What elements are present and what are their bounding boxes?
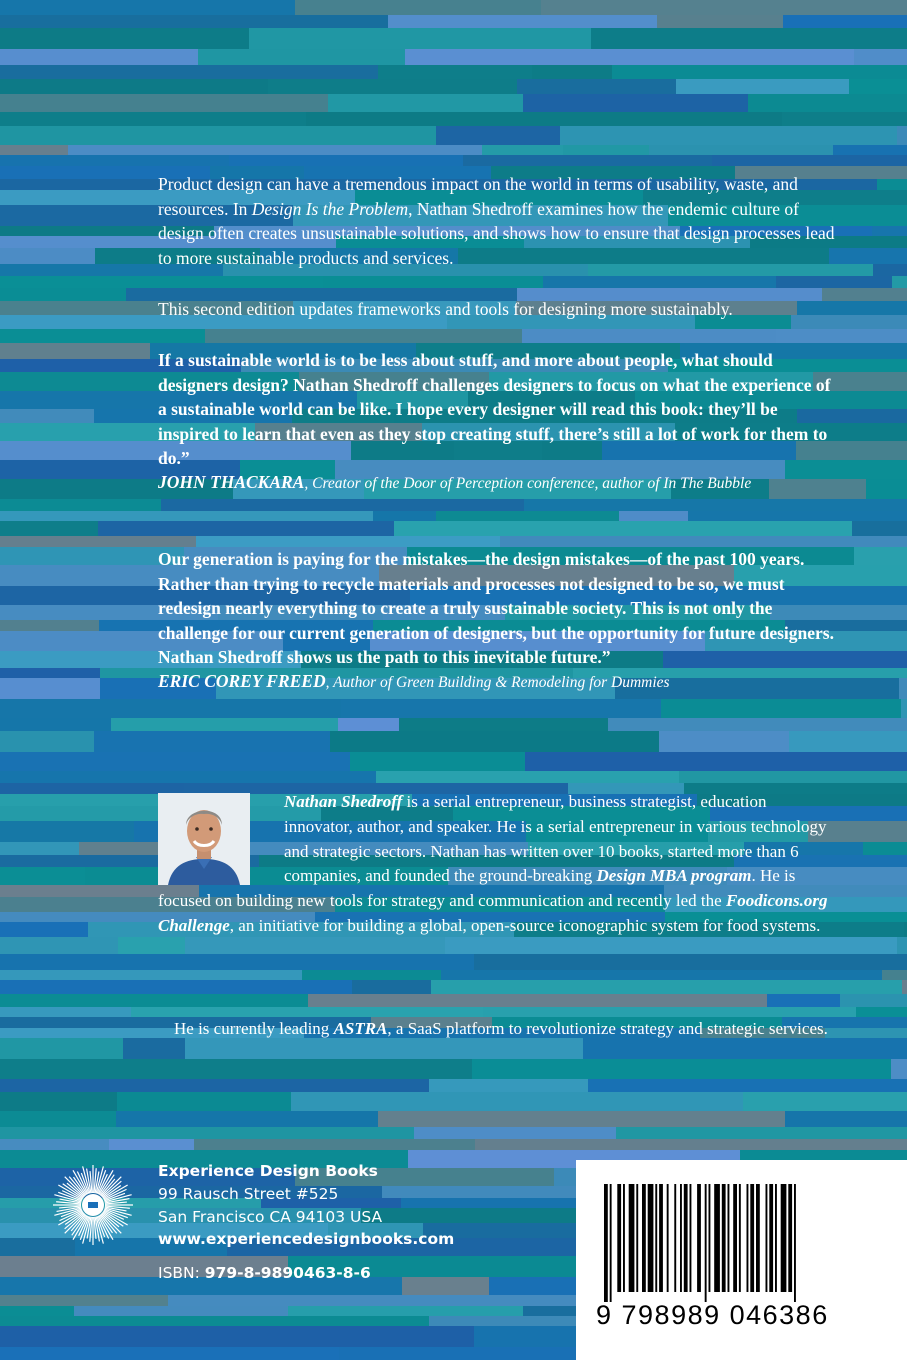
isbn-number: 979-8-9890463-8-6 — [204, 1264, 371, 1282]
publisher-address-line1: 99 Rausch Street #525 — [158, 1184, 339, 1203]
isbn — [158, 1264, 371, 1282]
quote-author: ERIC COREY FREED — [158, 670, 326, 691]
astra-name: ASTRA — [333, 1019, 388, 1038]
author-name: Nathan Shedroff — [284, 792, 403, 811]
endorsement-freed — [158, 547, 838, 694]
barcode-digits: 9 798989 046386 — [596, 1300, 829, 1330]
quote-text: If a sustainable world is to be less about stuff, and more about people, what should designers design? Nathan Shedroff challenges designers to focus on what the experience of a sustainable world can be like. I hope every designer will read this book: they’ll be inspired to learn that even as they stop creating stuff, there’s still a lot of work for them to do.” — [158, 350, 831, 469]
isbn-label: ISBN: — [158, 1264, 205, 1282]
quote-author: JOHN THACKARA — [158, 471, 305, 492]
publisher-address-line2: San Francisco CA 94103 USA — [158, 1207, 383, 1226]
foodicons-challenge: Foodicons.org Challenge — [158, 891, 828, 935]
endorsement-thackara — [158, 348, 838, 495]
edition-note: This second edition updates frameworks and tools for designing more sustainably. — [158, 299, 733, 319]
sunburst-logo-icon — [50, 1162, 136, 1248]
quote-author-role: , Author of Green Building & Remodeling for Dummies — [325, 673, 670, 691]
author-bio-astra: He is currently leading ASTRA, a SaaS platform to revolutionize strategy and strategic services. — [174, 1019, 828, 1038]
publisher-info — [158, 1160, 538, 1251]
publisher-name: Experience Design Books — [158, 1162, 378, 1180]
design-mba-program: Design MBA program — [596, 866, 752, 886]
author-bio: Nathan Shedroff is a serial entrepreneur, business strategist, education innovator, author, and speaker. He is a serial entrepreneur in various technology and strategic sectors. Nathan has written over 10 books, started more than 6 companies, and founded the ground-breaking Design MBA program. He is focused on building new tools for strategy and communication and recently led the Foodicons.org Challenge, an initiative for building a global, open-source iconographic system for food systems. — [158, 792, 828, 935]
quote-author-role: , Creator of the Door of Perception conference, author of In The Bubble — [304, 474, 752, 492]
quote-text: Our generation is paying for the mistakes—the design mistakes—of the past 100 years. Rather than trying to recycle materials and processes not designed to be so, we must redesign nearly everything to create a truly sustainable society. This is not only the challenge for our current generation of designers, but the opportunity for future designers. Nathan Shedroff shows us the path to this inevitable future.” — [158, 549, 834, 668]
intro-paragraph: Product design can have a tremendous impact on the world in terms of usability, waste, and resources. In Design Is the Problem, Nathan Shedroff examines how the endemic culture of design often creates unsustainable solutions, and shows how to ensure that design processes lead to more sustainable products and services. — [158, 174, 835, 268]
book-title: Design Is the Problem — [251, 198, 409, 219]
publisher-website: www.experiencedesignbooks.com — [158, 1230, 455, 1249]
barcode — [576, 1160, 907, 1360]
